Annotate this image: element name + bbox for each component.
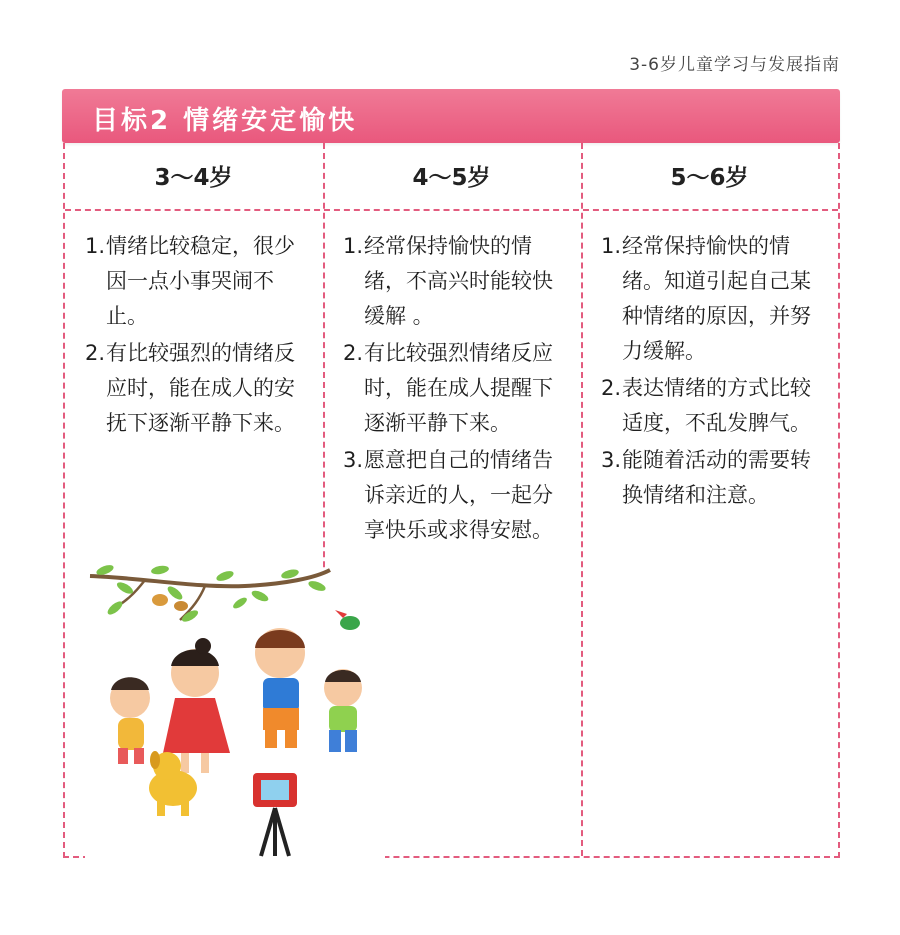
page-header: 3-6岁儿童学习与发展指南 (629, 55, 840, 75)
item-text: 经常保持愉快的情绪，不高兴时能较快缓解 。 (364, 234, 553, 328)
list-item (601, 443, 826, 513)
item-text: 能随着活动的需要转换情绪和注意。 (622, 448, 811, 507)
column-5-6 (601, 229, 826, 515)
column-divider (581, 143, 583, 856)
item-number: 3. (343, 448, 364, 472)
list-item (343, 336, 568, 441)
item-number: 3. (601, 448, 622, 472)
item-text: 愿意把自己的情绪告诉亲近的人，一起分享快乐或求得安慰。 (364, 448, 553, 542)
age-header-3-4: 3～4岁 (154, 165, 233, 191)
item-number: 2. (85, 341, 106, 365)
goal-title: 目标2 情绪安定愉快 (92, 106, 358, 136)
list-item (85, 229, 310, 334)
item-number: 1. (343, 234, 364, 258)
children-illustration (85, 548, 385, 858)
list-item (343, 443, 568, 548)
item-text: 表达情绪的方式比较适度，不乱发脾气。 (622, 376, 811, 435)
age-header-4-5: 4～5岁 (412, 165, 491, 191)
header-divider (65, 209, 838, 211)
item-text: 经常保持愉快的情绪。知道引起自己某种情绪的原因，并努力缓解。 (622, 234, 811, 363)
item-number: 2. (343, 341, 364, 365)
age-header-5-6: 5～6岁 (670, 165, 749, 191)
item-text: 情绪比较稳定，很少因一点小事哭闹不止。 (106, 234, 295, 328)
list-item (343, 229, 568, 334)
item-text: 有比较强烈情绪反应时，能在成人提醒下逐渐平静下来。 (364, 341, 553, 435)
list-item (601, 371, 826, 441)
column-4-5 (343, 229, 568, 550)
item-text: 有比较强烈的情绪反应时，能在成人的安抚下逐渐平静下来。 (106, 341, 295, 435)
list-item (85, 336, 310, 441)
list-item (601, 229, 826, 369)
column-3-4 (85, 229, 310, 443)
item-number: 1. (601, 234, 622, 258)
item-number: 1. (85, 234, 106, 258)
item-number: 2. (601, 376, 622, 400)
